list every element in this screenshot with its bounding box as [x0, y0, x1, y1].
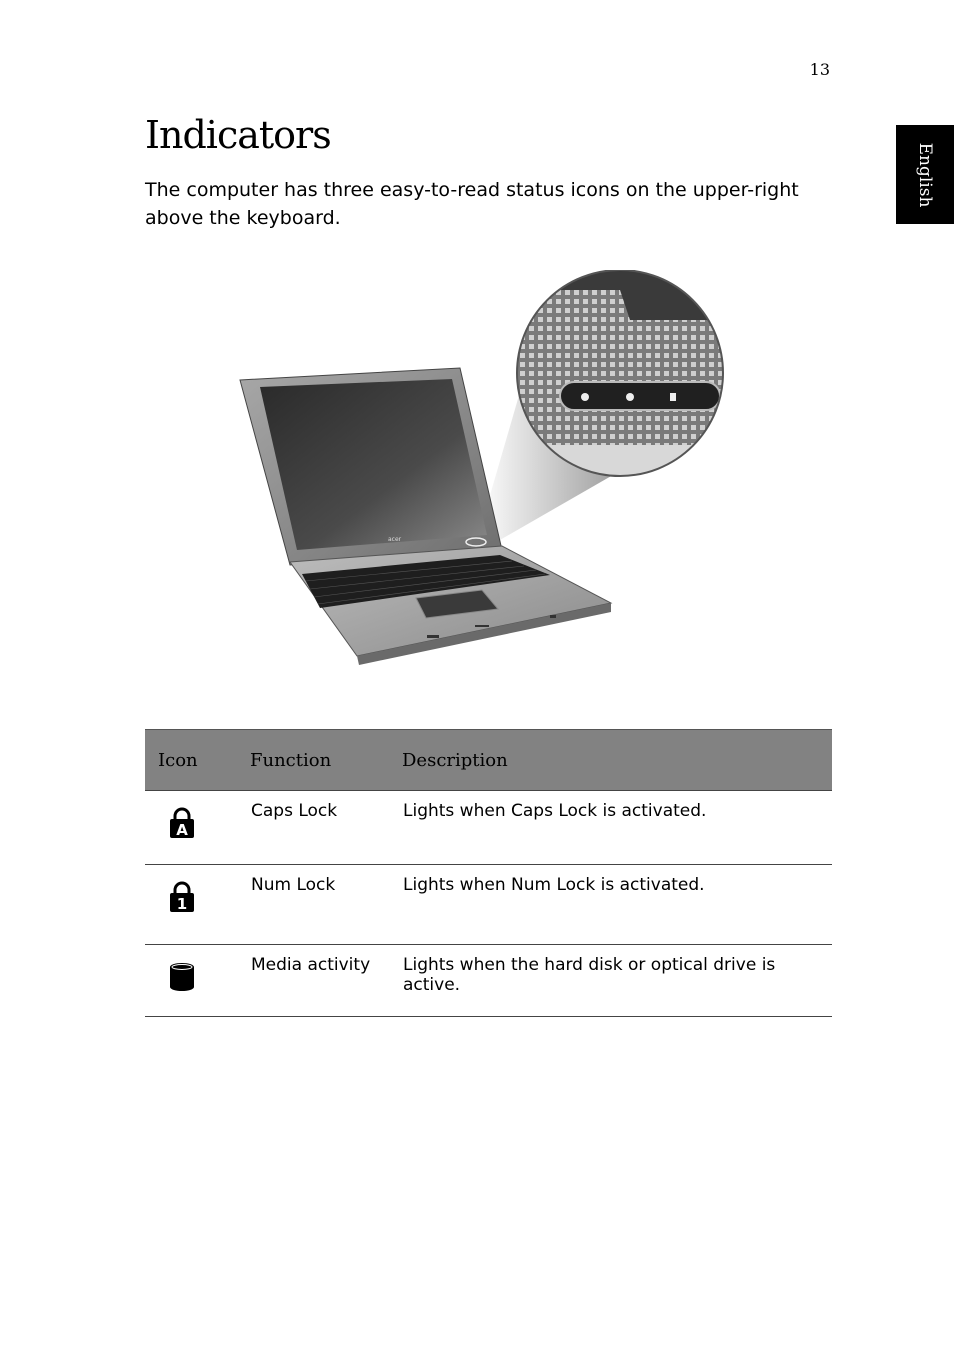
page-number: 13	[809, 60, 830, 79]
intro-paragraph: The computer has three easy-to-read status icons on the upper-right above the keyboard.	[145, 179, 799, 229]
description-cell: Lights when Num Lock is activated.	[402, 865, 832, 945]
num-lock-glyph: 1	[176, 895, 188, 913]
table-header-row	[145, 730, 832, 791]
header-function: Function	[250, 730, 402, 791]
num-lock-icon	[169, 881, 195, 913]
laptop-screen	[260, 379, 487, 550]
table-row	[145, 945, 832, 1017]
page-title: Indicators	[145, 113, 331, 157]
indicator-table	[145, 729, 832, 1017]
side-tab-label: English	[915, 142, 935, 207]
function-cell: Media activity	[250, 945, 402, 1017]
header-icon: Icon	[145, 730, 250, 791]
laptop-illustration	[230, 270, 730, 690]
description-cell: Lights when the hard disk or optical drive is active.	[402, 945, 832, 1017]
function-cell: Num Lock	[250, 865, 402, 945]
media-activity-icon	[169, 961, 195, 993]
caps-lock-icon	[169, 807, 195, 839]
language-side-tab	[896, 125, 954, 224]
header-description: Description	[402, 730, 832, 791]
table-row	[145, 791, 832, 865]
table-row	[145, 865, 832, 945]
brand-logo: acer	[388, 536, 402, 543]
caps-lock-glyph: A	[176, 821, 188, 839]
function-cell: Caps Lock	[250, 791, 402, 865]
description-cell: Lights when Caps Lock is activated.	[402, 791, 832, 865]
